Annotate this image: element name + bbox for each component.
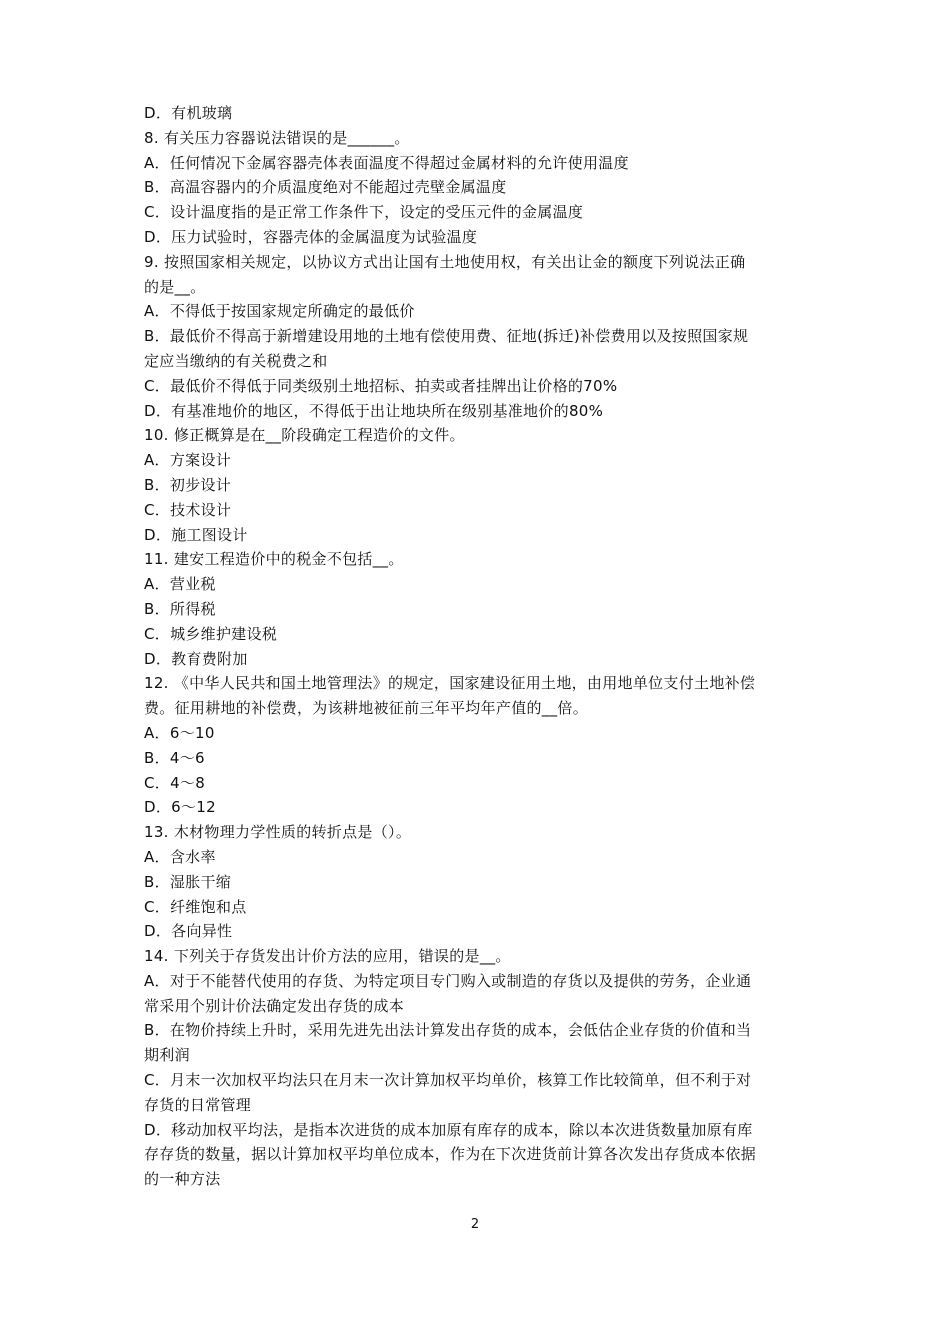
text-line: 费。征用耕地的补偿费，为该耕地被征前三年平均年产值的__倍。	[144, 699, 589, 718]
text-line: A．任何情况下金属容器壳体表面温度不得超过金属材料的允许使用温度	[144, 153, 629, 172]
text-line: D．移动加权平均法，是指本次进货的成本加原有库存的成本，除以本次进货数量加原有库	[144, 1120, 753, 1139]
text-line: 13. 木材物理力学性质的转折点是（）。	[144, 823, 412, 842]
text-line: C．纤维饱和点	[144, 897, 247, 916]
text-line: D．有基准地价的地区，不得低于出让地块所在级别基准地价的80%	[144, 401, 604, 420]
text-line: 期利润	[144, 1046, 190, 1065]
text-line: B．初步设计	[144, 475, 232, 494]
text-line: 常采用个别计价法确定发出存货的成本	[144, 996, 405, 1015]
text-line: A．不得低于按国家规定所确定的最低价	[144, 302, 415, 321]
text-line: B．所得税	[144, 599, 216, 618]
text-line: C．技术设计	[144, 500, 232, 519]
text-line: A．含水率	[144, 847, 216, 866]
text-line: C．月末一次加权平均法只在月末一次计算加权平均单价，核算工作比较简单，但不利于对	[144, 1071, 752, 1090]
text-line: 存货的日常管理	[144, 1095, 252, 1114]
document-body	[144, 101, 814, 1192]
text-line: D．6～12	[144, 798, 216, 817]
page-number: 2	[470, 1217, 480, 1232]
text-line: 11. 建安工程造价中的税金不包括__。	[144, 550, 404, 569]
text-line: C．最低价不得低于同类级别土地招标、拍卖或者挂牌出让价格的70%	[144, 376, 618, 395]
text-line: A．6～10	[144, 723, 215, 742]
text-line: B．湿胀干缩	[144, 872, 232, 891]
text-line: B．4～6	[144, 748, 205, 767]
text-line: C．城乡维护建设税	[144, 624, 278, 643]
text-line: 8. 有关压力容器说法错误的是______。	[144, 128, 410, 147]
text-line: A．对于不能替代使用的存货、为特定项目专门购入或制造的存货以及提供的劳务，企业通	[144, 971, 752, 990]
text-line: B．高温容器内的介质温度绝对不能超过壳壁金属温度	[144, 178, 507, 197]
text-line: 14. 下列关于存货发出计价方法的应用，错误的是__。	[144, 947, 511, 966]
text-line: D．教育费附加	[144, 649, 248, 668]
text-line: B．在物价持续上升时，采用先进先出法计算发出存货的成本，会低估企业存货的价值和当	[144, 1021, 752, 1040]
text-line: A．营业税	[144, 575, 216, 594]
text-line: 的一种方法	[144, 1170, 221, 1189]
text-line: A．方案设计	[144, 451, 232, 470]
text-line: 存存货的数量，据以计算加权平均单位成本，作为在下次进货前计算各次发出存货成本依据	[144, 1145, 757, 1164]
text-line: 的是__。	[144, 277, 206, 296]
text-line: D．有机玻璃	[144, 104, 233, 122]
text-line: C．4～8	[144, 773, 206, 792]
text-line: 12. 《中华人民共和国土地管理法》的规定，国家建设征用土地，由用地单位支付土地补偿	[144, 674, 756, 693]
text-line: C．设计温度指的是正常工作条件下，设定的受压元件的金属温度	[144, 203, 584, 222]
text-line: B．最低价不得高于新增建设用地的土地有偿使用费、征地(拆迁)补偿费用以及按照国家规	[144, 327, 749, 346]
text-line: 10. 修正概算是在__阶段确定工程造价的文件。	[144, 426, 465, 445]
text-line: 定应当缴纳的有关税费之和	[144, 351, 328, 370]
text-line: 9. 按照国家相关规定，以协议方式出让国有土地使用权，有关出让金的额度下列说法正确	[144, 252, 746, 271]
text-line: D．各向异性	[144, 922, 233, 941]
text-line: D．施工图设计	[144, 525, 248, 544]
text-line: D．压力试验时，容器壳体的金属温度为试验温度	[144, 227, 478, 246]
